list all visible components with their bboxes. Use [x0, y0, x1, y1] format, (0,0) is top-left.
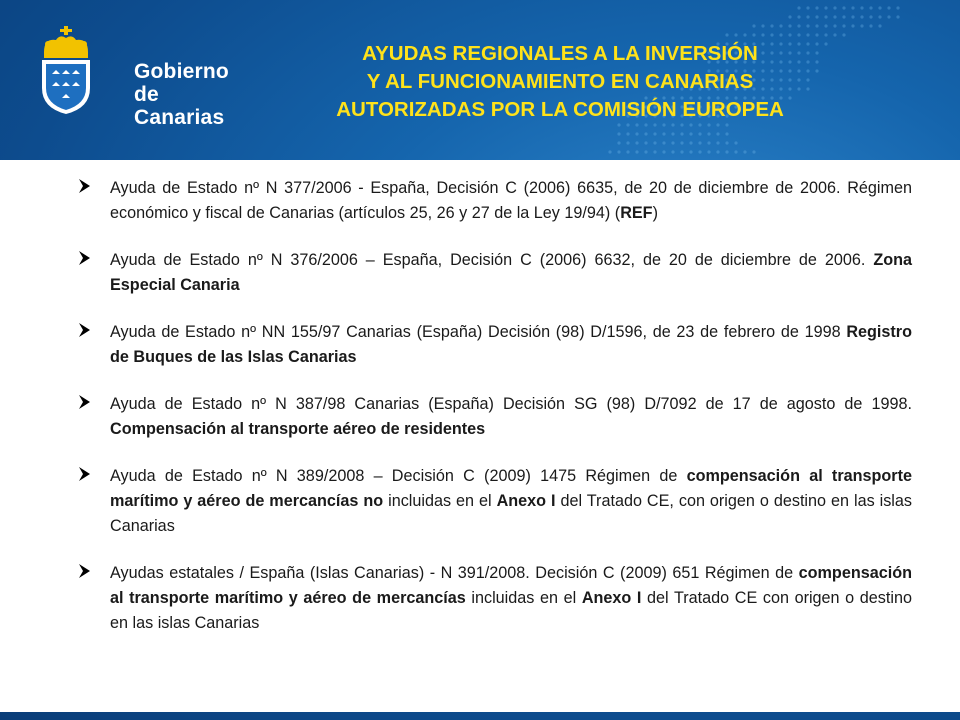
bold-segment: Compensación al transporte aéreo de residentes [110, 420, 486, 438]
arrowhead-bullet-icon [78, 394, 91, 417]
text-segment: Ayuda de Estado nº N 377/2006 - España, Decisión C (2006) 6635, de 20 de diciembre de 2006. Régimen económico y fiscal de Canarias (artículos 25, 26 y 27 de la Ley 19/94) ( [110, 179, 912, 222]
bold-segment: compensación al transporte marítimo y aéreo de mercancías no [110, 467, 912, 510]
text-segment: Ayuda de Estado nº N 376/2006 – España, Decisión C (2006) 6632, de 20 de diciembre de 2006. [110, 251, 874, 269]
list-item-text [110, 248, 912, 298]
list-item-text [110, 392, 912, 442]
aid-list [78, 176, 912, 658]
list-item [78, 320, 912, 370]
text-segment: del Tratado CE con origen o destino en las islas Canarias [110, 589, 912, 632]
list-item [78, 176, 912, 226]
arrowhead-bullet-icon [78, 250, 91, 273]
bold-segment: compensación al transporte marítimo y aéreo de mercancías [110, 564, 912, 607]
list-item [78, 464, 912, 539]
bold-segment: Anexo I [496, 492, 556, 510]
logo-line-1: Gobierno [134, 60, 229, 83]
bold-segment: Zona Especial Canaria [110, 251, 912, 294]
gobierno-canarias-logo [38, 26, 238, 129]
list-item [78, 561, 912, 636]
logo-text [134, 60, 238, 129]
arrowhead-bullet-icon [78, 322, 91, 345]
text-segment: del Tratado CE, con origen o destino en las islas Canarias [110, 492, 913, 535]
bold-segment: REF [620, 204, 653, 222]
bold-segment: Anexo I [581, 589, 642, 607]
text-segment: ) [652, 204, 658, 222]
bold-segment: Registro de Buques de las Islas Canarias [110, 323, 912, 366]
list-item [78, 392, 912, 442]
list-item [78, 248, 912, 298]
text-segment: incluidas en el [465, 589, 582, 607]
crown-shield-icon [38, 26, 94, 116]
text-segment: Ayudas estatales / España (Islas Canarias) - N 391/2008. Decisión C (2009) 651 Régimen de [110, 564, 799, 582]
arrowhead-bullet-icon [78, 563, 91, 586]
title-line-3: AUTORIZADAS POR LA COMISIÓN EUROPEA [336, 98, 784, 121]
text-segment: Ayuda de Estado nº N 389/2008 – Decisión C (2009) 1475 Régimen de [110, 467, 687, 485]
arrowhead-bullet-icon [78, 466, 91, 489]
list-item-text [110, 320, 912, 370]
list-item-text [110, 561, 912, 636]
list-item-text [110, 464, 912, 539]
text-segment: Ayuda de Estado nº N 387/98 Canarias (España) Decisión SG (98) D/7092 de 17 de agosto de 1998. [110, 395, 912, 413]
title-line-1: AYUDAS REGIONALES A LA INVERSIÓN [362, 42, 758, 65]
arrowhead-bullet-icon [78, 178, 91, 201]
text-segment: Ayuda de Estado nº NN 155/97 Canarias (España) Decisión (98) D/1596, de 23 de febrero de 1998 [110, 323, 847, 341]
logo-line-2: de Canarias [134, 83, 225, 129]
page-title [250, 40, 870, 124]
list-item-text [110, 176, 912, 226]
text-segment: incluidas en el [383, 492, 497, 510]
title-line-2: Y AL FUNCIONAMIENTO EN CANARIAS [366, 70, 754, 93]
